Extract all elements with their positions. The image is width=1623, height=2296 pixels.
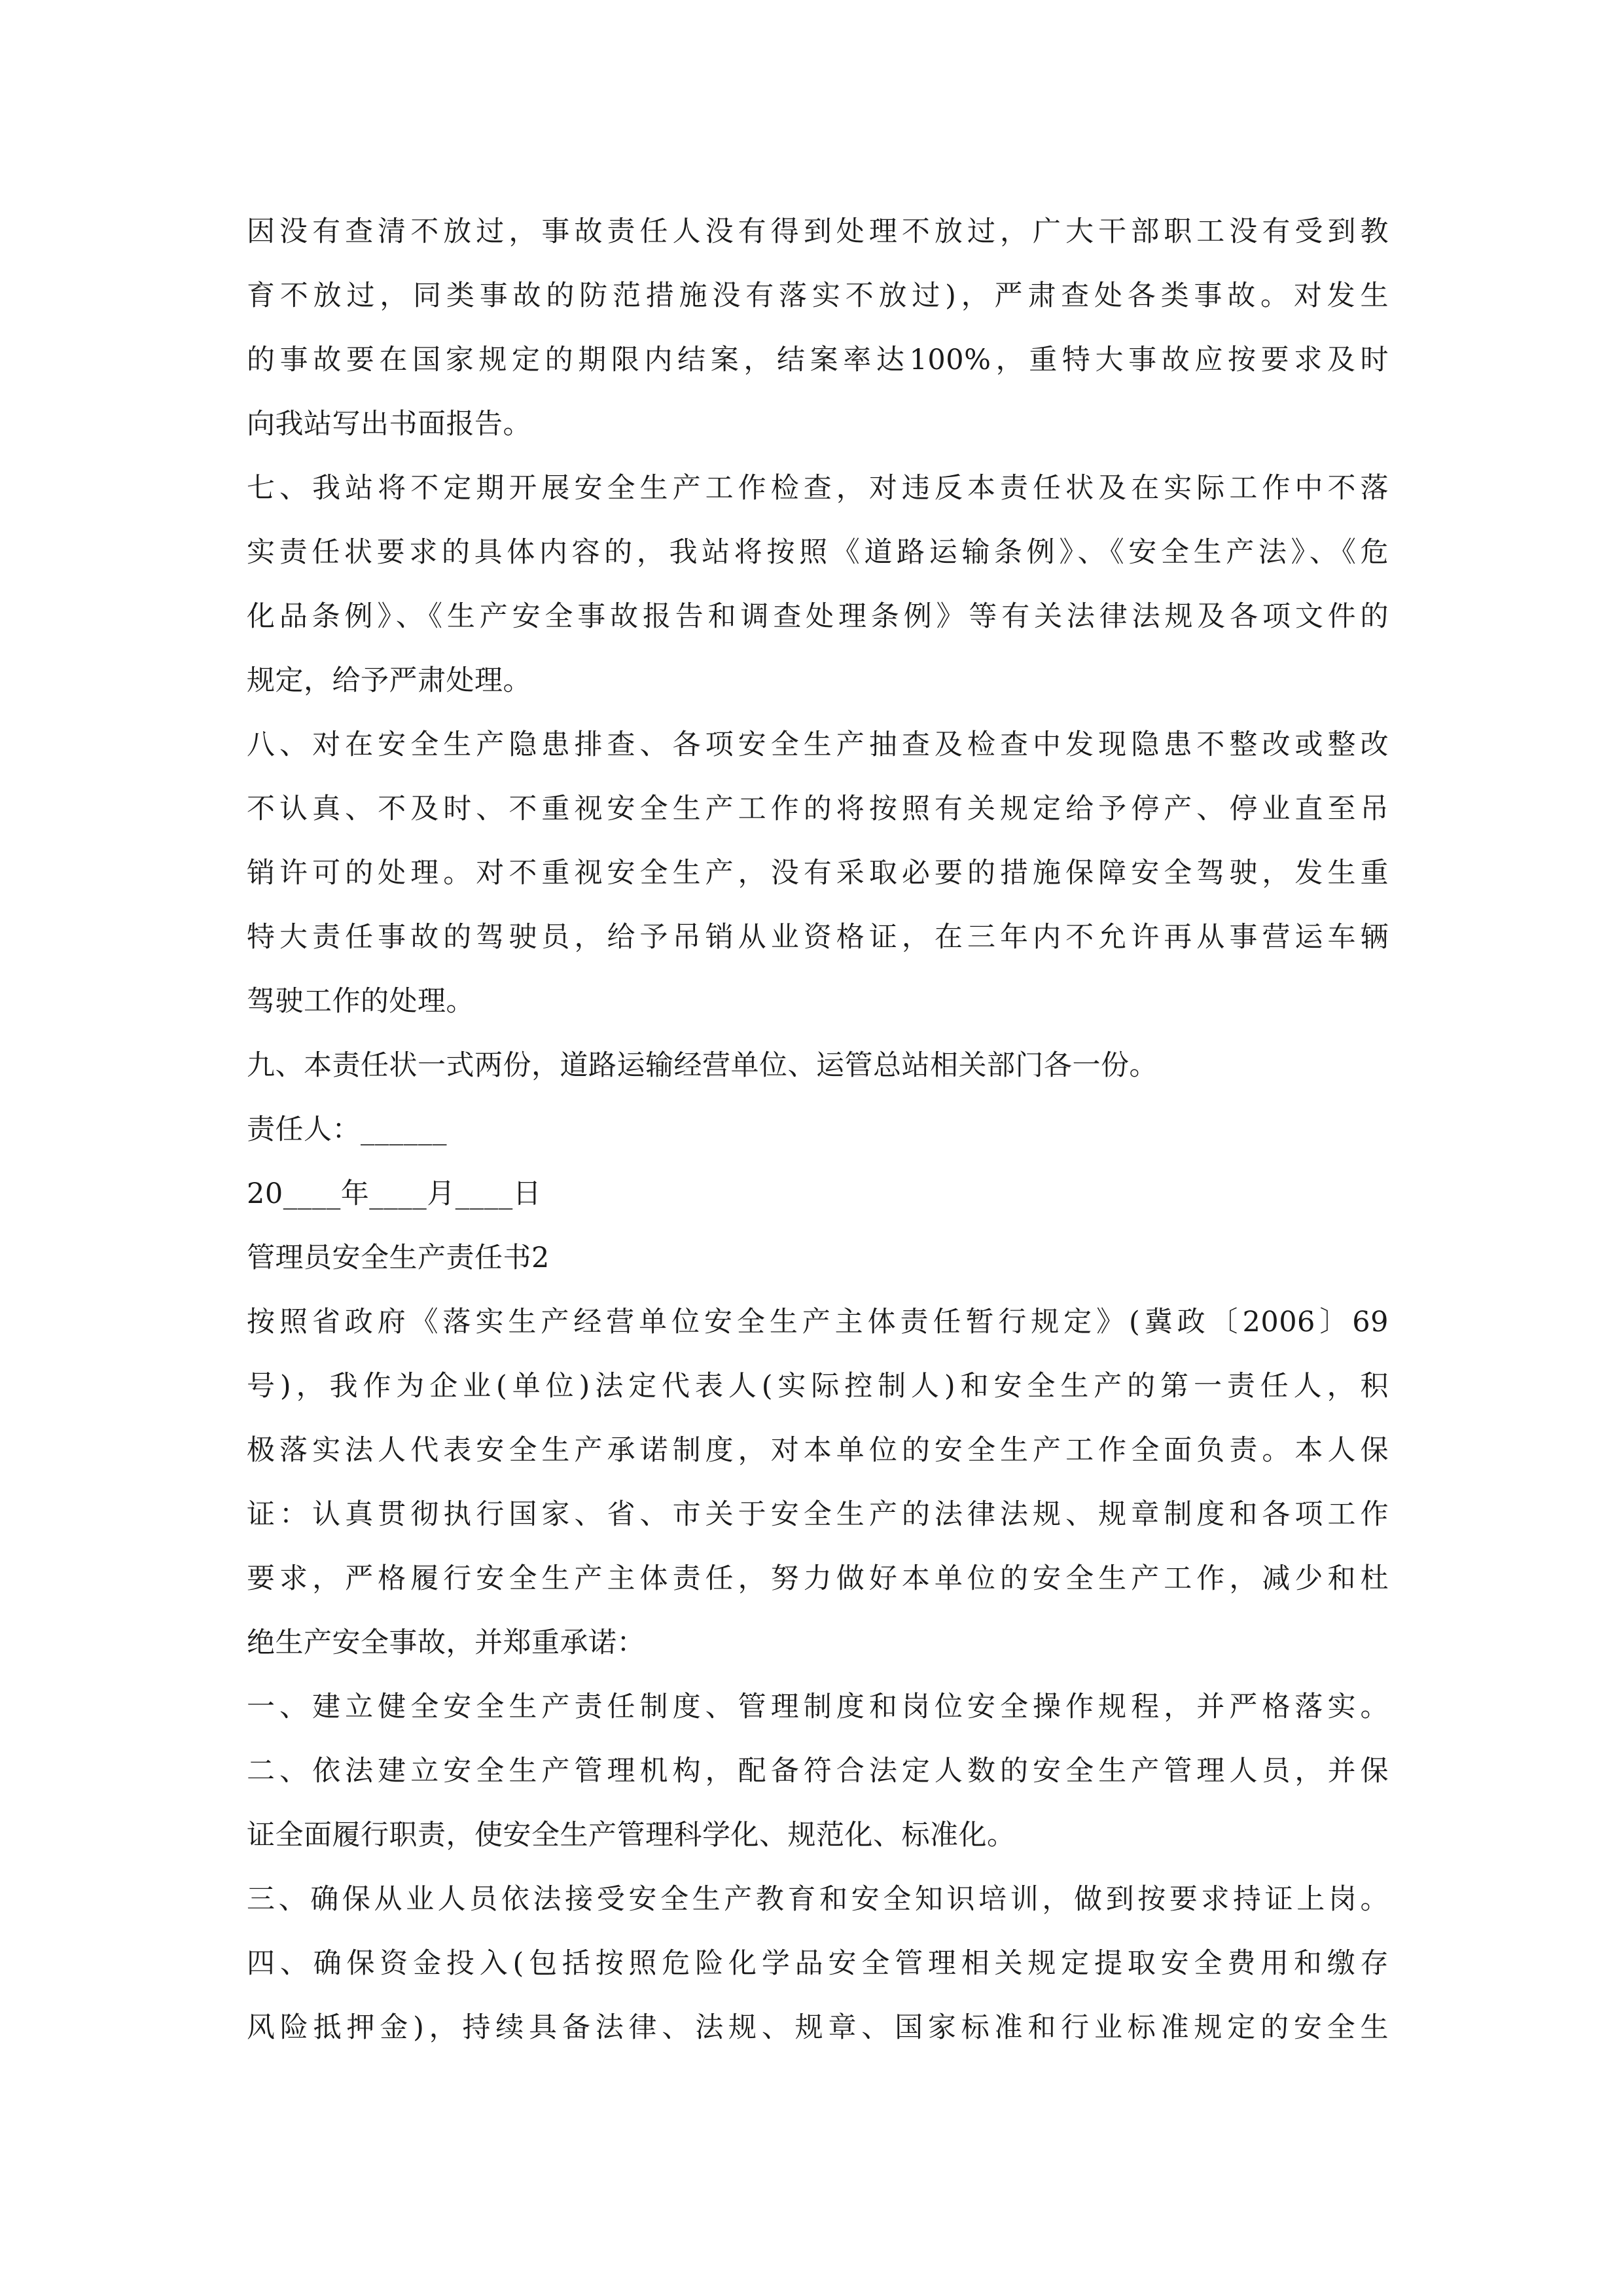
section-title: 管理员安全生产责任书2: [247, 1242, 550, 1274]
text-line: 特大责任事故的驾驶员，给予吊销从业资格证，在三年内不允许再从事营运车辆: [247, 921, 1389, 954]
text-line: 要求，严格履行安全生产主体责任，努力做好本单位的安全生产工作，减少和杜: [247, 1562, 1389, 1595]
text-line: 不认真、不及时、不重视安全生产工作的将按照有关规定给予停产、停业直至吊: [247, 793, 1389, 825]
text-line: 风险抵押金)，持续具备法律、法规、规章、国家标准和行业标准规定的安全生: [247, 2011, 1389, 2044]
text-line: 九、本责任状一式两份，道路运输经营单位、运管总站相关部门各一份。: [247, 1049, 1158, 1082]
text-line: 按照省政府《落实生产经营单位安全生产主体责任暂行规定》(冀政〔2006〕69: [247, 1306, 1389, 1338]
text-line: 七、我站将不定期开展安全生产工作检查，对违反本责任状及在实际工作中不落: [247, 472, 1389, 505]
text-line: 证全面履行职责，使安全生产管理科学化、规范化、标准化。: [247, 1819, 1016, 1852]
text-line: 向我站写出书面报告。: [247, 408, 531, 440]
document-body: [247, 200, 1389, 2060]
text-line: 极落实法人代表安全生产承诺制度，对本单位的安全生产工作全面负责。本人保: [247, 1434, 1389, 1467]
date-line: 20____年____月____日: [247, 1177, 542, 1210]
signature-line: 责任人：______: [247, 1113, 447, 1146]
text-line: 一、建立健全安全生产责任制度、管理制度和岗位安全操作规程，并严格落实。: [247, 1691, 1389, 1723]
text-line: 绝生产安全事故，并郑重承诺：: [247, 1626, 645, 1659]
text-line: 育不放过，同类事故的防范措施没有落实不放过)，严肃查处各类事故。对发生: [247, 279, 1389, 312]
text-line: 实责任状要求的具体内容的，我站将按照《道路运输条例》、《安全生产法》、《危: [247, 536, 1389, 569]
text-line: 证：认真贯彻执行国家、省、市关于安全生产的法律法规、规章制度和各项工作: [247, 1498, 1389, 1531]
text-line: 因没有查清不放过，事故责任人没有得到处理不放过，广大干部职工没有受到教: [247, 215, 1389, 248]
text-line: 化品条例》、《生产安全事故报告和调查处理条例》等有关法律法规及各项文件的: [247, 600, 1389, 633]
text-line: 号)，我作为企业(单位)法定代表人(实际控制人)和安全生产的第一责任人，积: [247, 1370, 1389, 1403]
text-line: 规定，给予严肃处理。: [247, 664, 531, 697]
text-line: 八、对在安全生产隐患排查、各项安全生产抽查及检查中发现隐患不整改或整改: [247, 728, 1389, 761]
text-line: 的事故要在国家规定的期限内结案，结案率达100%，重特大事故应按要求及时: [247, 344, 1389, 376]
text-line: 驾驶工作的处理。: [247, 985, 474, 1018]
text-line: 三、确保从业人员依法接受安全生产教育和安全知识培训，做到按要求持证上岗。: [247, 1883, 1389, 1916]
text-line: 销许可的处理。对不重视安全生产，没有采取必要的措施保障安全驾驶，发生重: [247, 857, 1389, 889]
text-line: 二、依法建立安全生产管理机构，配备符合法定人数的安全生产管理人员，并保: [247, 1755, 1389, 1787]
text-line: 四、确保资金投入(包括按照危险化学品安全管理相关规定提取安全费用和缴存: [247, 1947, 1389, 1980]
